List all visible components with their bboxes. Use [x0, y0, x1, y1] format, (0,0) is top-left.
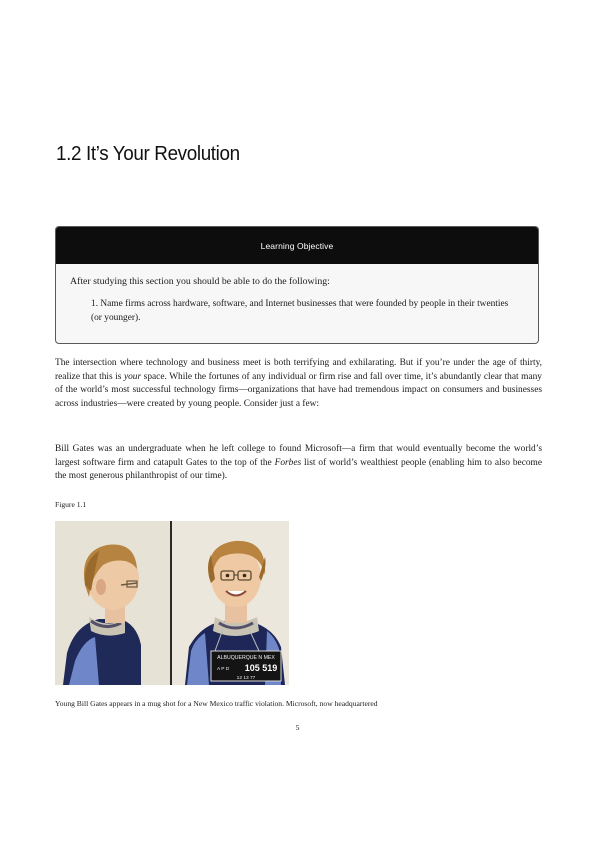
- paragraph-text: Bill Gates was an undergraduate when he left college to found Microsoft—a firm that would eventually become the world’s largest software firm and catapult Gates to the top of the: [55, 444, 542, 468]
- learning-objective-intro: After studying this section you should be able to do the following:: [70, 276, 330, 287]
- paragraph-text: list of world’s wealthiest people (enabling him to also become the most generous philanthropist of our time).: [55, 457, 542, 482]
- learning-objective-header: Learning Objective: [56, 227, 538, 264]
- paragraph-text: The intersection where technology and business meet is both terrifying and exhilarating. But if you’re under the age of thirty, realize that this is: [55, 358, 542, 382]
- paragraph-text: space. While the fortunes of any individual or firm rise and fall over time, it’s abundantly clear that many of the world’s most successful technology firms—organizations that have had tremendous impact on consumers and businesses across industries—were created by young people. Consider just a few:: [55, 371, 542, 409]
- body-paragraph-1: [55, 357, 542, 411]
- emphasis-text: Forbes: [274, 457, 302, 468]
- section-heading: 1.2 It’s Your Revolution: [56, 142, 240, 165]
- body-paragraph-2: [55, 443, 542, 484]
- mugshot-illustration: [55, 521, 289, 685]
- placard-agency: A P D: [217, 667, 230, 672]
- mugshot-photo: [55, 521, 289, 685]
- placard-city: ALBUQUERQUE N MEX: [217, 655, 275, 661]
- page-number: 5: [295, 723, 300, 732]
- figure-label: Figure 1.1: [55, 500, 87, 509]
- learning-objective-box: [55, 226, 539, 344]
- placard-number: 105 519: [244, 663, 278, 673]
- learning-objective-list: [91, 298, 521, 325]
- learning-objective-item: 1. Name firms across hardware, software, and Internet businesses that were founded by people in their twenties (or younger).: [91, 299, 509, 323]
- figure-caption: Young Bill Gates appears in a mug shot for a New Mexico traffic violation. Microsoft, now headquartered: [55, 699, 378, 708]
- emphasis-text: your: [123, 371, 142, 382]
- placard-date: 12 13 77: [236, 676, 256, 681]
